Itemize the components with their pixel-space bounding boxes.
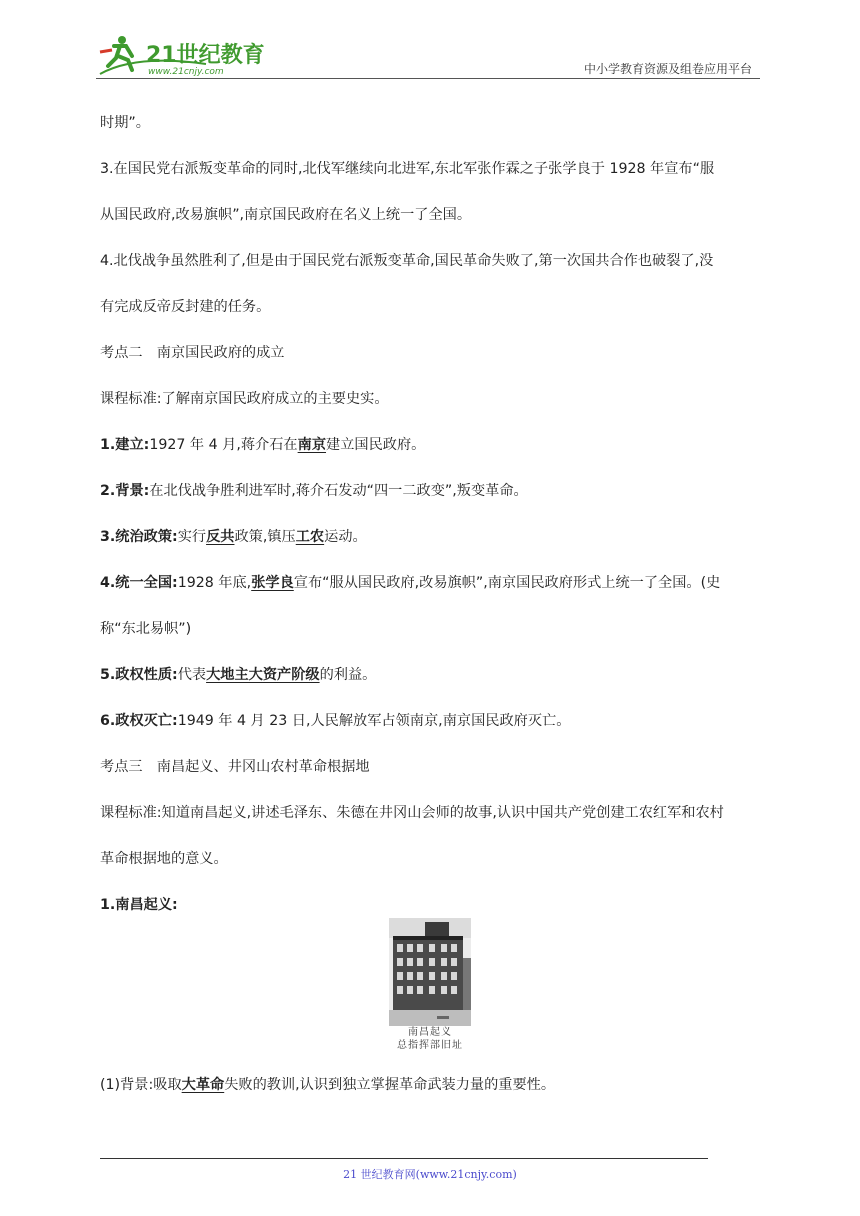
- key-term: 张学良: [251, 575, 294, 591]
- key-term: 大地主大资产阶级: [206, 667, 320, 683]
- item-label: 5.政权性质:: [100, 667, 178, 683]
- paragraph-3a: 3.在国民党右派叛变革命的同时,北伐军继续向北进军,东北军张作霖之子张学良于 1928 年宣布“服: [100, 161, 715, 177]
- paragraph-4b: 有完成反帝反封建的任务。: [100, 299, 271, 315]
- item-text: 政策,镇压: [234, 529, 296, 545]
- item-text: 实行: [177, 529, 207, 545]
- key-term: 大革命: [181, 1077, 225, 1093]
- nanchang-heading: 1.南昌起义:: [100, 897, 178, 913]
- item-unify-cont: 称“东北易帜”): [100, 621, 192, 637]
- item-unify: [100, 560, 762, 606]
- item-text: 1949 年 4 月 23 日,人民解放军占领南京,南京国民政府灭亡。: [177, 713, 571, 729]
- item-text: 的利益。: [319, 667, 377, 683]
- item-text: 1927 年 4 月,蒋介石在: [149, 437, 298, 453]
- document-body-continued: [100, 1062, 762, 1108]
- item-fall: [100, 698, 762, 744]
- curriculum-standard-kp3b: 革命根据地的意义。: [100, 851, 228, 867]
- section-title-kp2: 考点二 南京国民政府的成立: [100, 345, 285, 361]
- item-text: 建立国民政府。: [326, 437, 426, 453]
- item-label: 3.统治政策:: [100, 529, 178, 545]
- curriculum-standard-kp3a: 课程标准:知道南昌起义,讲述毛泽东、朱德在井冈山会师的故事,认识中国共产党创建工农红军和农村: [100, 805, 724, 821]
- item-background: [100, 468, 762, 514]
- item-text: 代表: [177, 667, 207, 683]
- item-label: 6.政权灭亡:: [100, 713, 178, 729]
- footer-divider: [100, 1158, 708, 1159]
- logo-url: www.21cnjy.com: [148, 67, 224, 77]
- item-label: 4.统一全国:: [100, 575, 178, 591]
- nanchang-background: [100, 1062, 762, 1108]
- logo-text: 21世纪教育: [146, 43, 265, 68]
- footer-text: 21 世纪教育网(www.21cnjy.com): [343, 1168, 517, 1181]
- key-term: 南京: [297, 437, 327, 453]
- platform-name: 中小学教育资源及组卷应用平台: [583, 62, 752, 76]
- logo: [96, 34, 266, 78]
- item-text: 在北伐战争胜利进军时,蒋介石发动“四一二政变”,叛变革命。: [149, 483, 528, 499]
- page-header: [96, 34, 760, 82]
- paragraph-3b: 从国民政府,改易旗帜”,南京国民政府在名义上统一了全国。: [100, 207, 472, 223]
- figure-caption-line2: 总指挥部旧址: [397, 1040, 463, 1051]
- building-photo: [389, 918, 471, 1026]
- paragraph-4a: 4.北伐战争虽然胜利了,但是由于国民党右派叛变革命,国民革命失败了,第一次国共合作也破裂了,没: [100, 253, 714, 269]
- item-label: 1.建立:: [100, 437, 150, 453]
- item-text: 1928 年底,: [177, 575, 252, 591]
- document-body: [100, 100, 762, 928]
- item-nature: [100, 652, 762, 698]
- figure-caption-line1: 南昌起义: [408, 1027, 452, 1038]
- item-label: 2.背景:: [100, 483, 150, 499]
- nanchang-figure: [389, 918, 471, 1052]
- text-line: 时期”。: [100, 115, 150, 131]
- item-policy: [100, 514, 762, 560]
- key-term: 反共: [206, 529, 235, 545]
- section-title-kp3: 考点三 南昌起义、井冈山农村革命根据地: [100, 759, 370, 775]
- item-text: (1)背景:吸取: [100, 1077, 182, 1093]
- item-establish: [100, 422, 762, 468]
- key-term: 工农: [295, 529, 325, 545]
- item-text: 宣布“服从国民政府,改易旗帜”,南京国民政府形式上统一了全国。(史: [293, 575, 721, 591]
- header-divider: [96, 78, 760, 79]
- item-text: 失败的教训,认识到独立掌握革命武装力量的重要性。: [224, 1077, 556, 1093]
- item-text: 运动。: [324, 529, 367, 545]
- curriculum-standard-kp2: 课程标准:了解南京国民政府成立的主要史实。: [100, 391, 389, 407]
